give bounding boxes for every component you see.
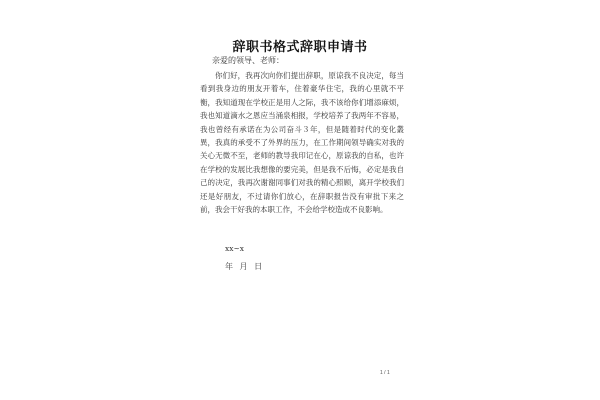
signature: xx~x (225, 244, 244, 253)
salutation: 亲爱的领导、老师： (212, 56, 284, 65)
letter-body: 你们好，我再次向你们提出辞职，原谅我不良决定，每当看到我身边的朋友开着车，住着豪华住宅，我的心里就不平衡，我知道现在学校正是用人之际，我不该给你们增添麻烦，我也知道滴水之恩应当涌泉相报，学校培养了我两年不容易，我也曾经有承诺在为公司奋斗３年，但是随着时代的变化叢異，我真的承受不了外界的压力，在工作期间领导确实对我的关心无微不至，老师的教导我印记在心，原谅我的自私，也许在学校的发展比我想像的要完美，但是我不后悔，必定是我自己的决定，我再次谢谢同事们对我的精心照顾，离开学校我们还是好朋友，不过请你们放心，在辞职报告没有审批下来之前，我会干好我的本职工作，不会给学校造成不良影响。 (200, 71, 404, 215)
document-title: 辞职书格式辞职申请书 (232, 40, 368, 55)
date-line: 年 月 日 (225, 262, 263, 271)
page-number: 1 / 1 (380, 370, 390, 376)
